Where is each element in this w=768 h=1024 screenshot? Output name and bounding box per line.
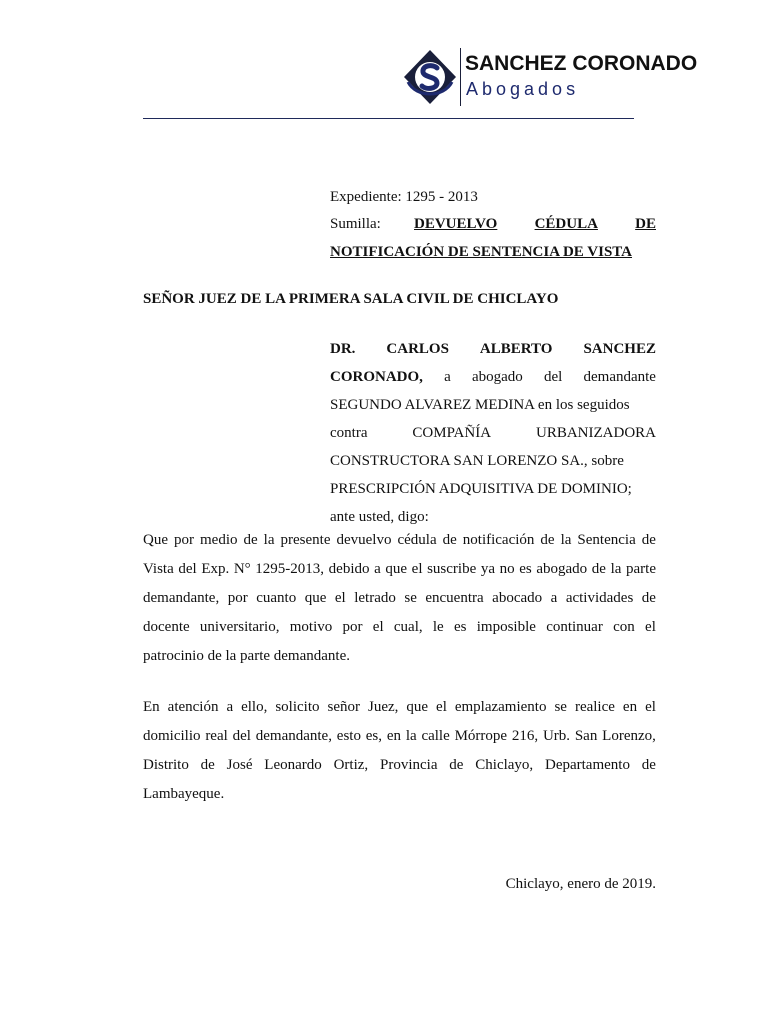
para-word: señor <box>327 699 360 715</box>
para-word: N° <box>233 561 251 577</box>
para-word: solicito <box>275 699 320 715</box>
para-word: actividades <box>565 590 634 606</box>
para-word: de <box>641 590 656 606</box>
ident-line <box>330 419 656 447</box>
para-word: es <box>519 561 532 577</box>
para-word: calle <box>421 728 450 744</box>
firm-name: SANCHEZ CORONADO <box>465 52 698 75</box>
para-word: Lorenzo, <box>602 728 656 744</box>
para-line <box>143 613 656 642</box>
para-word: en <box>622 699 638 715</box>
para-word: a <box>226 699 234 715</box>
firm-subtitle: Abogados <box>466 79 580 99</box>
para-line <box>143 693 656 722</box>
para-word: ello, <box>241 699 268 715</box>
ident-line <box>330 335 656 363</box>
para-word: de <box>200 757 215 773</box>
para-word: del <box>178 561 197 577</box>
para-word: se <box>554 699 567 715</box>
para-word: el <box>645 699 656 715</box>
para-word: imposible <box>476 619 536 635</box>
para-line <box>143 555 656 584</box>
ident-word: COMPAÑÍA <box>412 425 492 441</box>
ident-word: abogado <box>471 369 523 385</box>
para-word: cédula <box>397 532 437 548</box>
para-line <box>143 722 656 751</box>
para-word: abocado <box>492 590 543 606</box>
para-word: por <box>227 590 248 606</box>
para-word: de <box>591 561 606 577</box>
para-word: domicilio <box>143 728 201 744</box>
para-word: medio <box>200 532 238 548</box>
ident-word: DR. <box>330 341 356 357</box>
para-word: encuentra <box>425 590 484 606</box>
para-word: el <box>372 619 384 635</box>
para-word: Vista <box>143 561 174 577</box>
para-word: que <box>385 561 408 577</box>
ident-line <box>330 391 656 419</box>
para-word: de <box>449 757 464 773</box>
para-word: Ortiz, <box>333 757 369 773</box>
ident-word: CORONADO, <box>330 369 423 385</box>
sumilla-word: DEVUELVO <box>414 216 498 232</box>
para-word: Provincia <box>379 757 438 773</box>
para-word: de <box>442 532 457 548</box>
addressee-heading: SEÑOR JUEZ DE LA PRIMERA SALA CIVIL DE CHICLAYO <box>143 291 559 307</box>
para-word: el <box>436 699 447 715</box>
body-paragraph-1 <box>143 526 656 671</box>
para-word: de <box>540 532 555 548</box>
para-word: Mórrope <box>454 728 508 744</box>
para-word: ya <box>480 561 496 577</box>
ident-word: a <box>444 369 451 385</box>
para-word: cual, <box>393 619 423 635</box>
para-word: no <box>499 561 515 577</box>
para-word: Urb. <box>542 728 571 744</box>
ident-line <box>330 363 656 391</box>
ident-word: SANCHEZ <box>583 341 656 357</box>
expediente-line: Expediente: 1295 - 2013 <box>330 189 478 205</box>
para-line <box>143 751 656 780</box>
para-word: 216, <box>511 728 539 744</box>
para-word: de <box>641 532 656 548</box>
sumilla-word: DE <box>635 216 656 232</box>
ident-line <box>330 475 656 503</box>
header-divider <box>143 118 634 119</box>
para-word: es <box>453 619 467 635</box>
para-word: 1295-2013, <box>255 561 325 577</box>
para-last-line: patrocinio de la parte demandante. <box>143 648 350 664</box>
para-word: universitario, <box>199 619 280 635</box>
para-word: Exp. <box>201 561 230 577</box>
para-word: abogado <box>536 561 588 577</box>
sumilla-title-line1 <box>414 216 656 233</box>
para-word: la <box>405 728 417 744</box>
ident-word: URBANIZADORA <box>536 425 656 441</box>
ident-word: contra <box>330 425 368 441</box>
para-word: parte <box>626 561 656 577</box>
para-word: que <box>304 590 327 606</box>
ident-word: ALBERTO <box>479 341 553 357</box>
ident-word: CARLOS <box>386 341 449 357</box>
sc-monogram-icon <box>402 48 458 106</box>
para-word: la <box>610 561 622 577</box>
para-line <box>143 584 656 613</box>
para-word: debido <box>328 561 370 577</box>
para-word: demandante, <box>255 728 332 744</box>
para-word: es, <box>365 728 383 744</box>
ident-text: SEGUNDO ALVAREZ MEDINA en los seguidos <box>330 397 630 413</box>
para-word: que <box>406 699 429 715</box>
para-word: motivo <box>289 619 333 635</box>
para-word: San <box>574 728 598 744</box>
para-word: Leonardo <box>264 757 322 773</box>
ident-text: CONSTRUCTORA SAN LORENZO SA., sobre <box>330 453 624 469</box>
para-word: emplazamiento <box>454 699 547 715</box>
closing-date: Chiclayo, enero de 2019. <box>505 876 656 892</box>
para-word: Departamento <box>545 757 630 773</box>
para-word: en <box>386 728 401 744</box>
para-word: le <box>432 619 444 635</box>
para-word: la <box>560 532 572 548</box>
identification-block <box>330 335 656 531</box>
para-last-line: Lambayeque. <box>143 786 225 802</box>
para-word: real <box>205 728 228 744</box>
para-word: el <box>645 619 656 635</box>
para-word: por <box>174 532 194 548</box>
sumilla-label: Sumilla: <box>330 216 381 232</box>
para-word: José <box>226 757 253 773</box>
para-word: el <box>411 561 423 577</box>
para-word: a <box>374 561 381 577</box>
para-word: Que <box>143 532 168 548</box>
para-word: Distrito <box>143 757 189 773</box>
ident-line <box>330 447 656 475</box>
para-word: el <box>334 590 346 606</box>
para-word: atención <box>167 699 219 715</box>
ident-word: demandante <box>583 369 656 385</box>
para-line <box>143 526 656 555</box>
para-word: Sentencia <box>577 532 636 548</box>
sumilla-line <box>330 216 656 233</box>
para-word: del <box>232 728 251 744</box>
para-word: notificación <box>462 532 535 548</box>
sumilla-word: CÉDULA <box>534 216 598 232</box>
para-word: demandante, <box>143 590 220 606</box>
body-paragraph-2 <box>143 693 656 809</box>
para-word: Juez, <box>367 699 399 715</box>
para-word: a <box>550 590 558 606</box>
para-word: Chiclayo, <box>475 757 534 773</box>
para-word: la <box>263 532 275 548</box>
ident-word: del <box>543 369 563 385</box>
para-word: se <box>404 590 417 606</box>
para-word: realice <box>574 699 615 715</box>
para-word: letrado <box>354 590 396 606</box>
ident-text: PRESCRIPCIÓN ADQUISITIVA DE DOMINIO; <box>330 481 632 497</box>
para-word: presente <box>280 532 331 548</box>
para-word: suscribe <box>427 561 477 577</box>
firm-logo <box>402 44 698 108</box>
para-word: de <box>641 757 656 773</box>
para-word: devuelvo <box>336 532 392 548</box>
para-word: En <box>143 699 160 715</box>
para-word: por <box>342 619 363 635</box>
logo-divider <box>460 48 461 106</box>
ident-text: ante usted, digo: <box>330 509 429 525</box>
para-word: continuar <box>546 619 603 635</box>
sumilla-title-line2: NOTIFICACIÓN DE SENTENCIA DE VISTA <box>330 244 633 260</box>
para-word: docente <box>143 619 190 635</box>
para-word: de <box>243 532 258 548</box>
para-word: esto <box>336 728 361 744</box>
para-word: con <box>613 619 635 635</box>
para-word: cuanto <box>256 590 297 606</box>
